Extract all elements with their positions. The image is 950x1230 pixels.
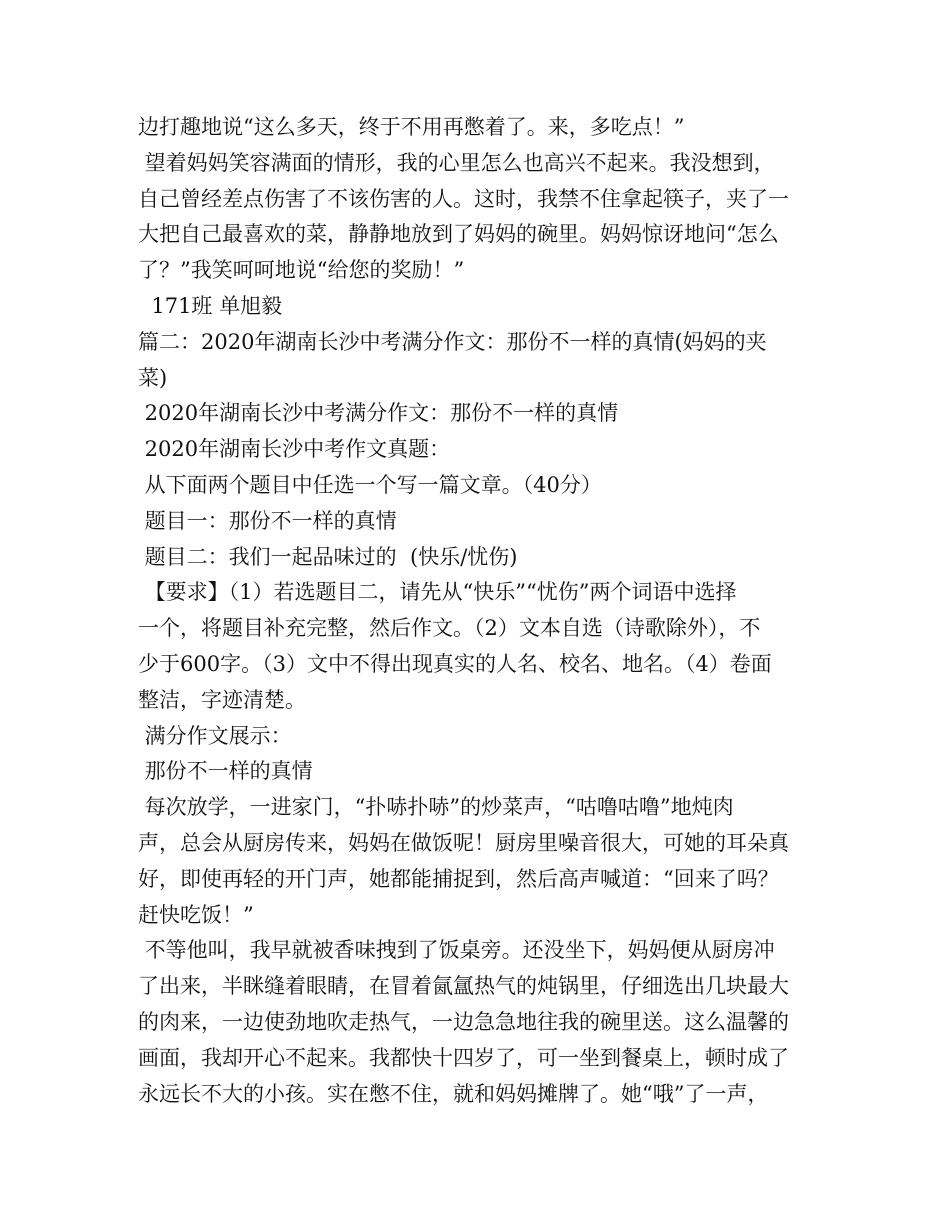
document-page xyxy=(138,110,828,1112)
topic-two-line: 题目二：我们一起品味过的 (快乐/忧伤) xyxy=(138,544,518,569)
text-line: 画面，我却开心不起来。我都快十四岁了，可一坐到餐桌上，顿时成了 xyxy=(138,1045,789,1070)
text-line: 声，总会从厨房传来，妈妈在做饭呢！厨房里噪音很大，可她的耳朵真 xyxy=(138,830,789,855)
text-line: 边打趣地说“这么多天，终于不用再憋着了。来，多吃点！” xyxy=(138,115,685,139)
showcase-heading: 满分作文展示： xyxy=(138,723,292,748)
text-line: 赶快吃饭！” xyxy=(138,902,254,927)
subtitle-line: 2020年湖南长沙中考满分作文：那份不一样的真情 xyxy=(138,401,619,426)
text-line: 一个，将题目补充完整，然后作文。（2）文本自选（诗歌除外），不 xyxy=(138,616,761,641)
text-line: 大把自己最喜欢的菜，静静地放到了妈妈的碗里。妈妈惊讶地问“怎么 xyxy=(138,222,779,247)
text-line: 望着妈妈笑容满面的情形，我的心里怎么也高兴不起来。我没想到， xyxy=(138,150,775,175)
section-title: 篇二：2020年湖南长沙中考满分作文：那份不一样的真情(妈妈的夹 xyxy=(138,329,767,354)
text-line: 从下面两个题目中任选一个写一篇文章。（40分） xyxy=(138,472,602,497)
topic-one-line: 题目一：那份不一样的真情 xyxy=(138,508,397,533)
author-line: 171班 单旭毅 xyxy=(138,293,283,318)
text-line: 了出来，半眯缝着眼睛，在冒着氤氲热气的炖锅里，仔细选出几块最大 xyxy=(138,974,789,999)
text-line: 少于600字。（3）文中不得出现真实的人名、校名、地名。（4）卷面 xyxy=(138,651,772,676)
text-line: 每次放学，一进家门，“扑哧扑哧”的炒菜声，“咕噜咕噜”地炖肉 xyxy=(138,795,734,820)
text-line: 的肉来，一边使劲地吹走热气，一边急急地往我的碗里送。这么温馨的 xyxy=(138,1009,789,1034)
text-line: 永远长不大的小孩。实在憋不住，就和妈妈摊牌了。她“哦”了一声， xyxy=(138,1081,769,1106)
subtitle-line: 2020年湖南长沙中考作文真题： xyxy=(138,437,451,462)
text-line: 了？”我笑呵呵地说“给您的奖励！” xyxy=(138,258,465,283)
text-line: 不等他叫，我早就被香味拽到了饭桌旁。还没坐下，妈妈便从厨房冲 xyxy=(138,938,775,963)
essay-title: 那份不一样的真情 xyxy=(138,759,313,784)
text-line: 自己曾经差点伤害了不该伤害的人。这时，我禁不住拿起筷子，夹了一 xyxy=(138,186,789,211)
section-title-cont: 菜) xyxy=(138,365,168,390)
text-line: 整洁，字迹清楚。 xyxy=(138,687,306,712)
requirements-line: 【要求】（1）若选题目二，请先从“快乐”“忧伤”两个词语中选择 xyxy=(138,580,737,605)
text-line: 好，即使再轻的开门声，她都能捕捉到，然后高声喊道：“回来了吗？ xyxy=(138,866,779,891)
